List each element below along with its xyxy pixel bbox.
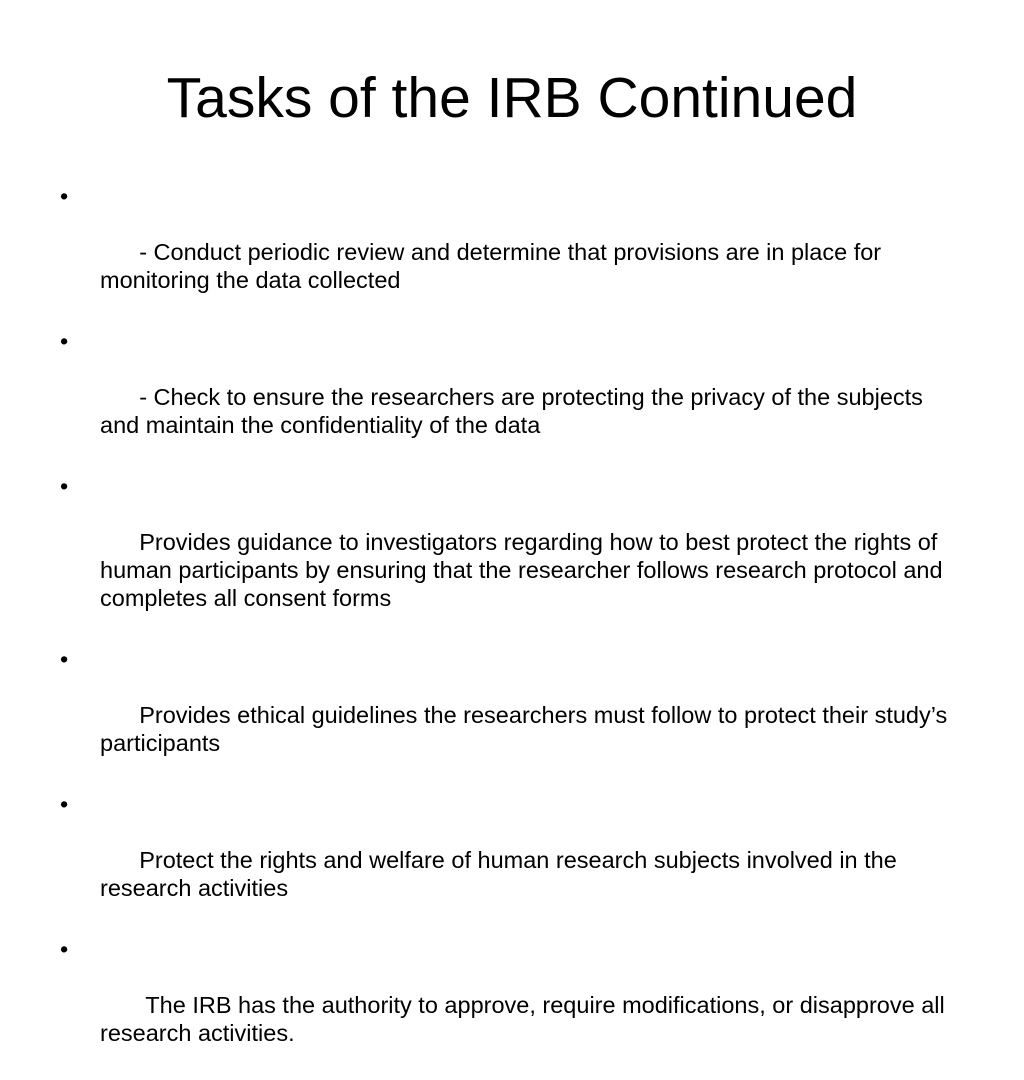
- bullet-text: Provides ethical guidelines the researchers must follow to protect their study’s participants: [100, 702, 954, 756]
- bullet-item: [60, 472, 965, 640]
- bullet-icon: •: [60, 791, 69, 817]
- bullet-item: [60, 790, 965, 930]
- bullet-icon: •: [60, 473, 69, 499]
- bullet-list: [60, 182, 965, 1080]
- bullet-item: [60, 645, 965, 785]
- bullet-icon: •: [60, 936, 69, 962]
- bullet-text: The IRB has the authority to approve, require modifications, or disapprove all research activities.: [100, 992, 952, 1046]
- bullet-icon: •: [60, 646, 69, 672]
- bullet-icon: •: [60, 328, 69, 354]
- slide-title: Tasks of the IRB Continued: [166, 66, 858, 130]
- bullet-text: Protect the rights and welfare of human research subjects involved in the research activities: [100, 847, 904, 901]
- bullet-item: [60, 935, 965, 1075]
- bullet-text: Provides guidance to investigators regarding how to best protect the rights of human participants by ensuring that the researcher follows research protocol and completes all consent forms: [100, 529, 950, 611]
- bullet-text: - Conduct periodic review and determine that provisions are in place for monitoring the data collected: [100, 239, 888, 293]
- bullet-item: [60, 182, 965, 322]
- bullet-icon: •: [60, 183, 69, 209]
- bullet-text: - Check to ensure the researchers are protecting the privacy of the subjects and maintain the confidentiality of the data: [100, 384, 930, 438]
- bullet-item: [60, 327, 965, 467]
